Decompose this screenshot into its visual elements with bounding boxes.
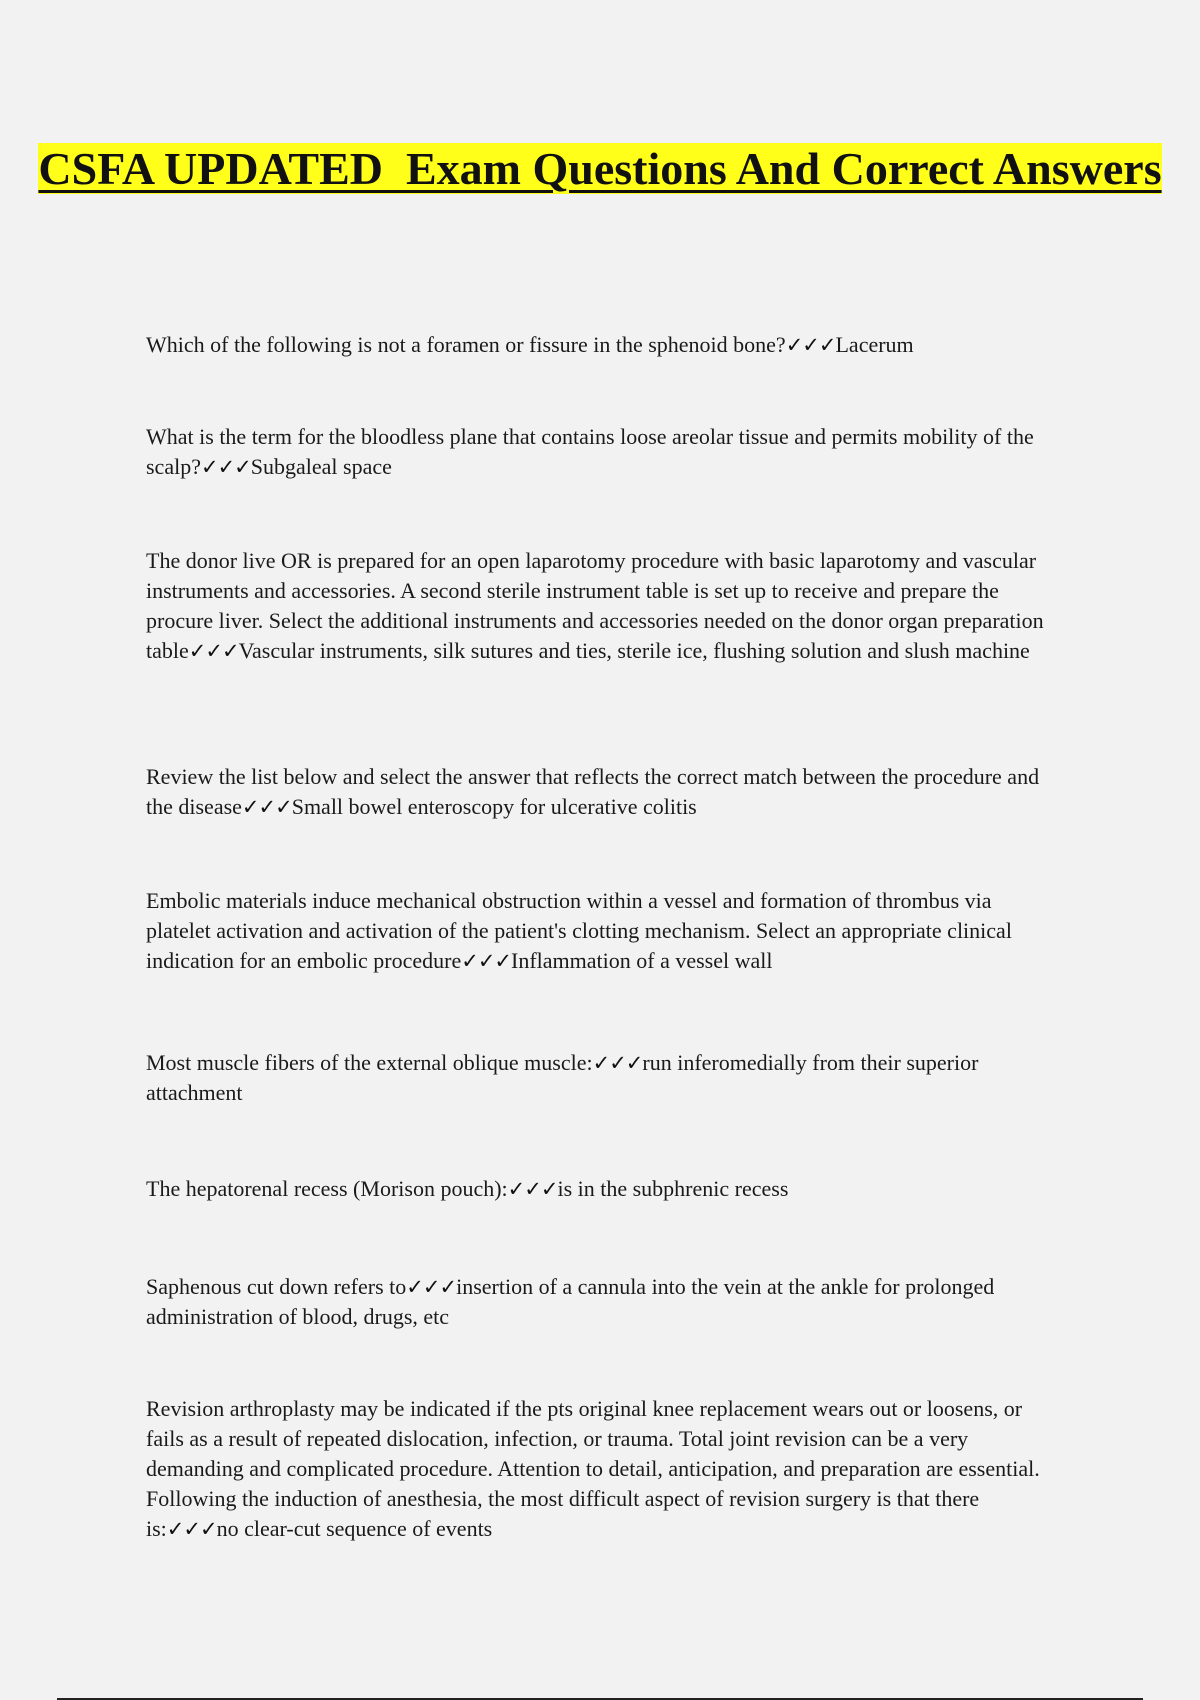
- qa-item-2: [146, 422, 1056, 482]
- qa-item-1: [146, 330, 1056, 360]
- qa-item-6: [146, 1048, 1056, 1108]
- answer-text: Inflammation of a vessel wall: [511, 948, 773, 973]
- qa-item-9: [146, 1394, 1056, 1544]
- document-title: CSFA UPDATED Exam Questions And Correct Answers: [38, 143, 1162, 194]
- check-marks: ✓✓✓: [592, 1051, 643, 1075]
- check-marks: ✓✓✓: [200, 455, 251, 479]
- check-marks: ✓✓✓: [188, 639, 239, 663]
- answer-text: insertion of a cannula into the vein at the ankle for prolonged administration of blood, drugs, etc: [146, 1274, 995, 1329]
- answer-text: no clear-cut sequence of events: [216, 1516, 493, 1541]
- qa-item-3: [146, 546, 1056, 666]
- question-text: Saphenous cut down refers to: [146, 1274, 407, 1299]
- question-text: Which of the following is not a foramen or fissure in the sphenoid bone?: [146, 332, 786, 357]
- question-text: The donor live OR is prepared for an open laparotomy procedure with basic laparotomy and vascular instruments and accessories. A second sterile instrument table is set up to receive and prepare the procure liver. Select the additional instruments and accessories needed on the donor organ preparation table: [146, 548, 1044, 663]
- answer-text: Lacerum: [835, 332, 914, 357]
- answer-text: Small bowel enteroscopy for ulcerative colitis: [291, 794, 697, 819]
- qa-item-7: [146, 1174, 1056, 1204]
- qa-item-5: [146, 886, 1056, 976]
- check-marks: ✓✓✓: [166, 1517, 217, 1541]
- question-text: What is the term for the bloodless plane that contains loose areolar tissue and permits mobility of the scalp?: [146, 424, 1034, 479]
- question-text: Most muscle fibers of the external oblique muscle:: [146, 1050, 593, 1075]
- question-text: Revision arthroplasty may be indicated if the pts original knee replacement wears out or loosens, or fails as a result of repeated dislocation, infection, or trauma. Total joint revision can be a very demanding and complicated procedure. Attention to detail, anticipation, and preparation are essential. Following the induction of anesthesia, the most difficult aspect of revision surgery is that there is:: [146, 1396, 1040, 1541]
- question-text: Review the list below and select the answer that reflects the correct match between the procedure and the disease: [146, 764, 1040, 819]
- answer-text: run inferomedially from their superior attachment: [146, 1050, 979, 1105]
- check-marks: ✓✓✓: [507, 1177, 558, 1201]
- question-text: The hepatorenal recess (Morison pouch):: [146, 1176, 508, 1201]
- question-text: Embolic materials induce mechanical obstruction within a vessel and formation of thrombus via platelet activation and activation of the patient's clotting mechanism. Select an appropriate clinical indication for an embolic procedure: [146, 888, 1012, 973]
- check-marks: ✓✓✓: [785, 333, 836, 357]
- title-block: [0, 140, 1200, 198]
- qa-item-4: [146, 762, 1056, 822]
- answer-text: is in the subphrenic recess: [557, 1176, 789, 1201]
- check-marks: ✓✓✓: [241, 795, 292, 819]
- check-marks: ✓✓✓: [406, 1275, 457, 1299]
- check-marks: ✓✓✓: [461, 949, 512, 973]
- qa-item-8: [146, 1272, 1056, 1332]
- answer-text: Vascular instruments, silk sutures and ties, sterile ice, flushing solution and slush machine: [238, 638, 1030, 663]
- answer-text: Subgaleal space: [250, 454, 392, 479]
